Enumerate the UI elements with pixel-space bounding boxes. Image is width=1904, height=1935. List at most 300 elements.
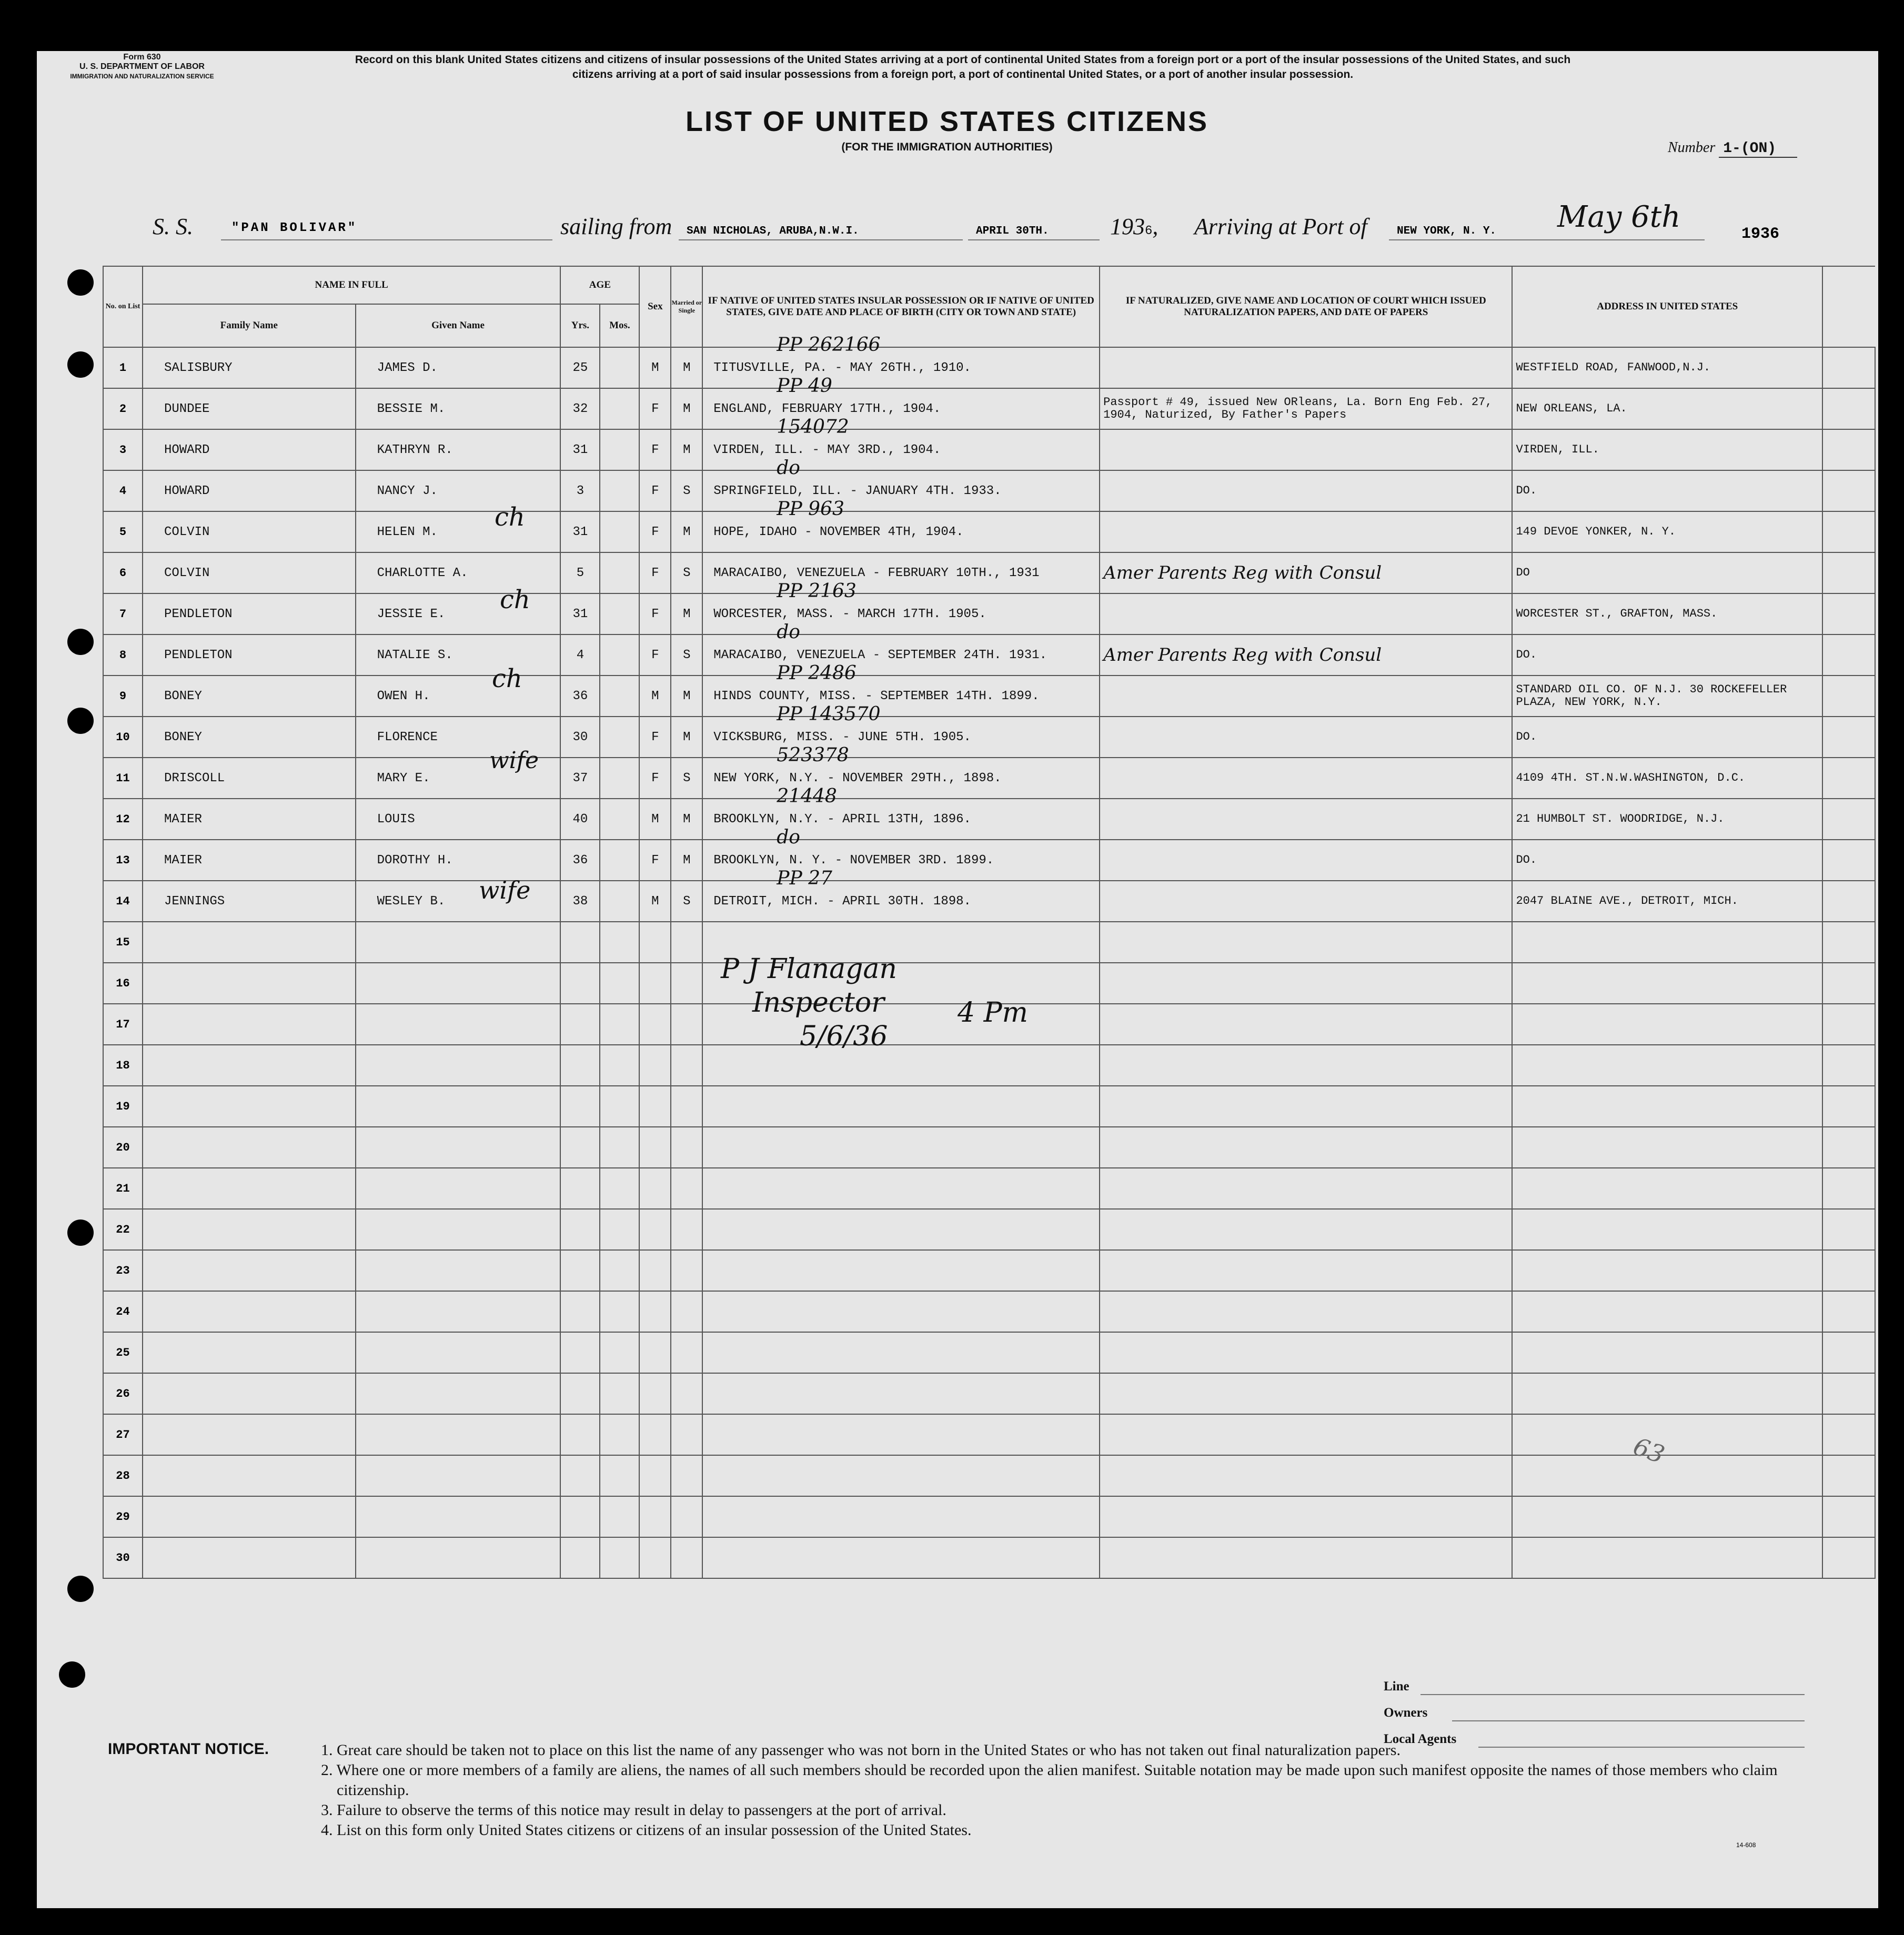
- family-name-cell: [143, 1086, 356, 1127]
- table-row: [103, 840, 1875, 881]
- table-row: [103, 1332, 1875, 1373]
- marital-status-cell: [671, 1168, 702, 1209]
- family-name-cell: COLVIN: [143, 511, 356, 552]
- family-name-cell: BONEY: [143, 676, 356, 717]
- row-number: 21: [103, 1168, 143, 1209]
- table-row: [103, 388, 1875, 429]
- age-months-cell: [600, 1250, 639, 1291]
- marital-status-cell: S: [671, 758, 702, 799]
- birth-cell: [702, 1414, 1100, 1455]
- family-name-cell: [143, 1496, 356, 1537]
- table-row: [103, 1127, 1875, 1168]
- age-years-cell: 30: [560, 717, 600, 758]
- extra-cell: [1822, 881, 1875, 922]
- arrival-port: NEW YORK, N. Y.: [1397, 225, 1497, 237]
- address-cell: [1512, 1332, 1822, 1373]
- age-years-cell: 40: [560, 799, 600, 840]
- extra-cell: [1822, 552, 1875, 593]
- arrival-date-handwritten: May 6th: [1557, 200, 1681, 234]
- birth-text: TITUSVILLE, PA. - MAY 26TH., 1910.: [713, 360, 971, 375]
- sex-cell: [639, 1373, 671, 1414]
- marital-status-cell: M: [671, 717, 702, 758]
- row-number: 25: [103, 1332, 143, 1373]
- naturalization-cell: [1100, 1127, 1512, 1168]
- extra-cell: [1822, 799, 1875, 840]
- table-row: [103, 593, 1875, 634]
- extra-cell: [1822, 347, 1875, 388]
- birth-cell: [702, 580, 1100, 634]
- row-number: 22: [103, 1209, 143, 1250]
- sex-cell: F: [639, 717, 671, 758]
- address-cell: WESTFIELD ROAD, FANWOOD,N.J.: [1512, 347, 1822, 388]
- family-name-cell: PENDLETON: [143, 634, 356, 676]
- sex-cell: F: [639, 634, 671, 676]
- birth-cell: [702, 744, 1100, 799]
- age-months-cell: [600, 881, 639, 922]
- extra-cell: [1822, 1086, 1875, 1127]
- address-cell: [1512, 1250, 1822, 1291]
- given-name-cell: KATHRYN R.: [356, 429, 561, 470]
- sex-cell: M: [639, 347, 671, 388]
- sailing-date: APRIL 30TH.: [976, 225, 1049, 237]
- column-header-naturalized: IF NATURALIZED, GIVE NAME AND LOCATION OF COURT WHICH ISSUED NATURALIZATION PAPERS, AND DATE OF PAPERS: [1100, 266, 1512, 347]
- sex-cell: [639, 1496, 671, 1537]
- table-row: [103, 347, 1875, 388]
- ship-name: "PAN BOLIVAR": [231, 221, 358, 235]
- given-name-cell: DOROTHY H.: [356, 840, 561, 881]
- given-name-cell: [356, 1291, 561, 1332]
- given-name-cell: FLORENCE: [356, 717, 561, 758]
- inspection-time: 4 Pm: [958, 997, 1028, 1029]
- naturalization-cell: [1100, 470, 1512, 511]
- birth-cell: [702, 662, 1100, 717]
- passenger-table: [103, 266, 1876, 1579]
- naturalization-cell: [1100, 1045, 1512, 1086]
- family-name-cell: COLVIN: [143, 552, 356, 593]
- given-name-cell: LOUIS: [356, 799, 561, 840]
- age-years-cell: 32: [560, 388, 600, 429]
- row-number: 1: [103, 347, 143, 388]
- age-years-cell: [560, 1045, 600, 1086]
- age-years-cell: [560, 1373, 600, 1414]
- birth-cell: [702, 785, 1100, 840]
- row-number: 15: [103, 922, 143, 963]
- age-months-cell: [600, 1127, 639, 1168]
- extra-cell: [1822, 388, 1875, 429]
- birth-cell: [702, 1209, 1100, 1250]
- address-cell: WORCESTER ST., GRAFTON, MASS.: [1512, 593, 1822, 634]
- given-name-cell: [356, 1004, 561, 1045]
- age-months-cell: [600, 593, 639, 634]
- binder-hole: [67, 629, 94, 655]
- table-row: [103, 1086, 1875, 1127]
- birth-cell: [702, 375, 1100, 429]
- age-years-cell: [560, 1127, 600, 1168]
- given-name-cell: NANCY J.: [356, 470, 561, 511]
- birth-text: HINDS COUNTY, MISS. - SEPTEMBER 14TH. 1899.: [713, 689, 1040, 703]
- sex-cell: [639, 1209, 671, 1250]
- table-row: [103, 717, 1875, 758]
- extra-cell: [1822, 1004, 1875, 1045]
- address-cell: [1512, 1537, 1822, 1578]
- sailing-year: 1936,: [1110, 214, 1158, 239]
- birth-text: DETROIT, MICH. - APRIL 30TH. 1898.: [713, 894, 971, 909]
- marital-status-cell: M: [671, 511, 702, 552]
- marital-status-cell: S: [671, 634, 702, 676]
- given-name-cell: [356, 922, 561, 963]
- age-months-cell: [600, 963, 639, 1004]
- marital-status-cell: [671, 1045, 702, 1086]
- marital-status-cell: [671, 1250, 702, 1291]
- age-years-cell: [560, 1004, 600, 1045]
- age-years-cell: [560, 1250, 600, 1291]
- inspector-name: P J Flanagan: [721, 953, 897, 985]
- family-name-cell: PENDLETON: [143, 593, 356, 634]
- age-months-cell: [600, 1209, 639, 1250]
- age-years-cell: [560, 1168, 600, 1209]
- extra-cell: [1822, 511, 1875, 552]
- passport-note: PP 262166: [777, 334, 881, 356]
- naturalization-cell: [1100, 511, 1512, 552]
- row-number: 26: [103, 1373, 143, 1414]
- row-number: 13: [103, 840, 143, 881]
- given-name-cell: [356, 1168, 561, 1209]
- marital-status-cell: [671, 1004, 702, 1045]
- family-name-cell: JENNINGS: [143, 881, 356, 922]
- family-name-cell: DRISCOLL: [143, 758, 356, 799]
- column-header-family-name: Family Name: [143, 304, 356, 347]
- table-row: [103, 634, 1875, 676]
- extra-cell: [1822, 1168, 1875, 1209]
- column-header-married: Married or Single: [671, 266, 702, 347]
- marital-status-cell: [671, 1496, 702, 1537]
- list-number: [1668, 139, 1797, 157]
- margin-note-wife: wife: [489, 747, 539, 774]
- family-name-cell: [143, 1332, 356, 1373]
- extra-cell: [1822, 1496, 1875, 1537]
- sex-cell: F: [639, 470, 671, 511]
- line-label-text: Line: [1384, 1679, 1409, 1694]
- sex-cell: [639, 1537, 671, 1578]
- given-name-cell: [356, 1332, 561, 1373]
- marital-status-cell: M: [671, 840, 702, 881]
- extra-cell: [1822, 1332, 1875, 1373]
- table-row: [103, 1209, 1875, 1250]
- important-notice-title: IMPORTANT NOTICE.: [108, 1740, 269, 1758]
- marital-status-cell: M: [671, 799, 702, 840]
- address-cell: 2047 BLAINE AVE., DETROIT, MICH.: [1512, 881, 1822, 922]
- sex-cell: [639, 1250, 671, 1291]
- table-row: [103, 470, 1875, 511]
- age-months-cell: [600, 1455, 639, 1496]
- extra-cell: [1822, 1127, 1875, 1168]
- passport-note: do: [777, 457, 800, 479]
- marital-status-cell: [671, 922, 702, 963]
- age-months-cell: [600, 1004, 639, 1045]
- family-name-cell: [143, 1127, 356, 1168]
- row-number: 28: [103, 1455, 143, 1496]
- naturalization-cell: [1100, 347, 1512, 388]
- sailing-port: SAN NICHOLAS, ARUBA,N.W.I.: [687, 225, 859, 237]
- birth-cell: [702, 1250, 1100, 1291]
- extra-cell: [1822, 717, 1875, 758]
- family-name-cell: [143, 1414, 356, 1455]
- row-number: 12: [103, 799, 143, 840]
- naturalization-cell: Amer Parents Reg with Consul: [1100, 552, 1512, 593]
- age-years-cell: 36: [560, 676, 600, 717]
- naturalization-cell: [1100, 676, 1512, 717]
- marital-status-cell: M: [671, 429, 702, 470]
- birth-text: SPRINGFIELD, ILL. - JANUARY 4TH. 1933.: [713, 483, 1002, 498]
- row-number: 5: [103, 511, 143, 552]
- extra-cell: [1822, 676, 1875, 717]
- extra-cell: [1822, 1455, 1875, 1496]
- naturalization-cell: [1100, 881, 1512, 922]
- age-months-cell: [600, 840, 639, 881]
- naturalization-cell: [1100, 593, 1512, 634]
- address-cell: [1512, 1373, 1822, 1414]
- row-number: 4: [103, 470, 143, 511]
- inspector-signature: [721, 952, 897, 1053]
- age-months-cell: [600, 1414, 639, 1455]
- age-years-cell: [560, 1414, 600, 1455]
- given-name-cell: [356, 1250, 561, 1291]
- form-identification: [68, 53, 216, 81]
- age-months-cell: [600, 1045, 639, 1086]
- naturalization-cell: [1100, 1373, 1512, 1414]
- notice-item: 3. Failure to observe the terms of this notice may result in delay to passengers at the port of arrival.: [321, 1801, 946, 1819]
- age-years-cell: [560, 1537, 600, 1578]
- family-name-cell: [143, 1537, 356, 1578]
- row-number: 7: [103, 593, 143, 634]
- extra-cell: [1822, 963, 1875, 1004]
- naturalization-cell: [1100, 429, 1512, 470]
- family-name-cell: [143, 1291, 356, 1332]
- ship-label: S. S.: [153, 214, 193, 239]
- table-row: [103, 1045, 1875, 1086]
- address-cell: 4109 4TH. ST.N.W.WASHINGTON, D.C.: [1512, 758, 1822, 799]
- extra-cell: [1822, 470, 1875, 511]
- given-name-cell: CHARLOTTE A.: [356, 552, 561, 593]
- birth-text: NEW YORK, N.Y. - NOVEMBER 29TH., 1898.: [713, 771, 1002, 785]
- address-cell: DO.: [1512, 717, 1822, 758]
- age-years-cell: [560, 963, 600, 1004]
- address-cell: [1512, 922, 1822, 963]
- address-cell: [1512, 1455, 1822, 1496]
- binder-hole: [59, 1661, 85, 1688]
- naturalization-cell: [1100, 1209, 1512, 1250]
- family-name-cell: [143, 922, 356, 963]
- sex-cell: M: [639, 676, 671, 717]
- service-name: IMMIGRATION AND NATURALIZATION SERVICE: [70, 73, 214, 80]
- passport-note: 21448: [777, 785, 837, 807]
- naturalization-cell: [1100, 922, 1512, 963]
- address-cell: 149 DEVOE YONKER, N. Y.: [1512, 511, 1822, 552]
- sex-cell: [639, 922, 671, 963]
- passport-note: PP 963: [777, 498, 844, 520]
- given-name-cell: JESSIE E.: [356, 593, 561, 634]
- marital-status-cell: M: [671, 388, 702, 429]
- row-number: 27: [103, 1414, 143, 1455]
- arrival-year: 1936: [1741, 225, 1780, 243]
- naturalization-cell: Passport # 49, issued New ORleans, La. Born Eng Feb. 27, 1904, Naturized, By Father's Papers: [1100, 388, 1512, 429]
- given-name-cell: BESSIE M.: [356, 388, 561, 429]
- address-cell: [1512, 963, 1822, 1004]
- address-cell: NEW ORLEANS, LA.: [1512, 388, 1822, 429]
- sex-cell: M: [639, 881, 671, 922]
- given-name-cell: [356, 1373, 561, 1414]
- given-name-cell: OWEN H.: [356, 676, 561, 717]
- row-number: 18: [103, 1045, 143, 1086]
- marital-status-cell: S: [671, 552, 702, 593]
- sex-cell: M: [639, 799, 671, 840]
- form-header-text: Record on this blank United States citizens and citizens of insular possessions of the United States arriving at a port of continental United States from a foreign port or a port of the insular possessions of the United States, and such citizens arriving at a port of said insular possessions from a foreign port, a port of continental United States, or a port of another insular possession.: [355, 54, 1571, 80]
- naturalization-cell: Amer Parents Reg with Consul: [1100, 634, 1512, 676]
- age-months-cell: [600, 388, 639, 429]
- birth-cell: [702, 1127, 1100, 1168]
- naturalization-cell: [1100, 1168, 1512, 1209]
- birth-text: MARACAIBO, VENEZUELA - SEPTEMBER 24TH. 1931.: [713, 648, 1047, 662]
- sailing-label: sailing from: [560, 214, 672, 239]
- marital-status-cell: [671, 1127, 702, 1168]
- birth-text: HOPE, IDAHO - NOVEMBER 4TH, 1904.: [713, 525, 964, 539]
- passport-note: PP 49: [777, 375, 832, 397]
- birth-cell: [702, 1455, 1100, 1496]
- naturalization-cell: [1100, 1291, 1512, 1332]
- age-years-cell: [560, 922, 600, 963]
- list-number-value: 1-(ON): [1719, 140, 1797, 158]
- naturalization-cell: [1100, 799, 1512, 840]
- sex-cell: F: [639, 758, 671, 799]
- age-months-cell: [600, 1291, 639, 1332]
- sex-cell: [639, 1168, 671, 1209]
- birth-text: BROOKLYN, N.Y. - APRIL 13TH, 1896.: [713, 812, 971, 827]
- extra-cell: [1822, 593, 1875, 634]
- address-cell: DO: [1512, 552, 1822, 593]
- birth-cell: [702, 1373, 1100, 1414]
- table-row: [103, 1414, 1875, 1455]
- address-cell: 21 HUMBOLT ST. WOODRIDGE, N.J.: [1512, 799, 1822, 840]
- given-name-cell: [356, 963, 561, 1004]
- marital-status-cell: M: [671, 347, 702, 388]
- extra-cell: [1822, 634, 1875, 676]
- margin-note-child: ch: [500, 585, 530, 614]
- age-months-cell: [600, 717, 639, 758]
- given-name-cell: [356, 1209, 561, 1250]
- naturalization-cell: [1100, 1537, 1512, 1578]
- given-name-cell: [356, 1127, 561, 1168]
- age-years-cell: [560, 1332, 600, 1373]
- row-number: 20: [103, 1127, 143, 1168]
- address-cell: STANDARD OIL CO. OF N.J. 30 ROCKEFELLER PLAZA, NEW YORK, N.Y.: [1512, 676, 1822, 717]
- extra-cell: [1822, 922, 1875, 963]
- address-cell: [1512, 1004, 1822, 1045]
- birth-text: ENGLAND, FEBRUARY 17TH., 1904.: [713, 401, 941, 416]
- list-number-label: Number: [1668, 139, 1716, 156]
- inspector-title: Inspector: [752, 987, 884, 1019]
- address-cell: DO.: [1512, 470, 1822, 511]
- address-cell: [1512, 1127, 1822, 1168]
- birth-cell: [702, 621, 1100, 676]
- extra-cell: [1822, 1291, 1875, 1332]
- table-row: [103, 881, 1875, 922]
- family-name-cell: MAIER: [143, 799, 356, 840]
- naturalization-cell: [1100, 758, 1512, 799]
- sex-cell: [639, 1086, 671, 1127]
- notice-item: 4. List on this form only United States citizens or citizens of an insular possession of the United States.: [321, 1821, 972, 1839]
- family-name-cell: DUNDEE: [143, 388, 356, 429]
- age-months-cell: [600, 1086, 639, 1127]
- extra-cell: [1822, 758, 1875, 799]
- row-number: 9: [103, 676, 143, 717]
- passport-note: do: [777, 621, 800, 643]
- age-years-cell: 3: [560, 470, 600, 511]
- naturalization-cell: [1100, 717, 1512, 758]
- marital-status-cell: S: [671, 470, 702, 511]
- birth-cell: [702, 827, 1100, 881]
- age-months-cell: [600, 552, 639, 593]
- address-cell: [1512, 1086, 1822, 1127]
- given-name-cell: [356, 1086, 561, 1127]
- marital-status-cell: [671, 1332, 702, 1373]
- given-name-cell: JAMES D.: [356, 347, 561, 388]
- sex-cell: [639, 963, 671, 1004]
- naturalization-cell: [1100, 1086, 1512, 1127]
- passport-note: PP 2486: [777, 662, 857, 684]
- age-months-cell: [600, 1496, 639, 1537]
- column-header-no: No. on List: [103, 266, 143, 347]
- line-label: [1384, 1679, 1409, 1694]
- address-cell: [1512, 1045, 1822, 1086]
- given-name-cell: [356, 1414, 561, 1455]
- age-months-cell: [600, 1373, 639, 1414]
- age-months-cell: [600, 429, 639, 470]
- age-months-cell: [600, 634, 639, 676]
- birth-cell: [702, 1168, 1100, 1209]
- naturalization-cell: [1100, 1332, 1512, 1373]
- sex-cell: [639, 1045, 671, 1086]
- family-name-cell: SALISBURY: [143, 347, 356, 388]
- page-subtitle: (FOR THE IMMIGRATION AUTHORITIES): [841, 141, 1053, 153]
- column-header-mos: Mos.: [600, 304, 639, 347]
- notice-list: [321, 1740, 1815, 1840]
- extra-cell: [1822, 1209, 1875, 1250]
- row-number: 11: [103, 758, 143, 799]
- table-row: [103, 429, 1875, 470]
- age-years-cell: 5: [560, 552, 600, 593]
- binder-hole: [67, 351, 94, 378]
- age-months-cell: [600, 511, 639, 552]
- column-header-age: AGE: [560, 266, 639, 304]
- page-title: LIST OF UNITED STATES CITIZENS: [686, 106, 1208, 137]
- age-years-cell: 4: [560, 634, 600, 676]
- birth-cell: [702, 1291, 1100, 1332]
- address-cell: [1512, 1168, 1822, 1209]
- age-months-cell: [600, 676, 639, 717]
- column-header-birth: IF NATIVE OF UNITED STATES INSULAR POSSESSION OR IF NATIVE OF UNITED STATES, GIVE DATE AND PLACE OF BIRTH (CITY OR TOWN AND STATE): [702, 266, 1100, 347]
- age-months-cell: [600, 758, 639, 799]
- column-header-yrs: Yrs.: [560, 304, 600, 347]
- address-cell: [1512, 1496, 1822, 1537]
- sex-cell: [639, 1127, 671, 1168]
- age-years-cell: 36: [560, 840, 600, 881]
- notice-item: 2. Where one or more members of a family are aliens, the names of all such members should be recorded upon the alien manifest. Suitable notation may be made upon such manifest opposite the names of those members who claim citizenship.: [321, 1761, 1778, 1799]
- birth-cell: [702, 457, 1100, 511]
- age-years-cell: 37: [560, 758, 600, 799]
- column-header-sex: Sex: [639, 266, 671, 347]
- owners-label: [1384, 1706, 1427, 1720]
- row-number: 23: [103, 1250, 143, 1291]
